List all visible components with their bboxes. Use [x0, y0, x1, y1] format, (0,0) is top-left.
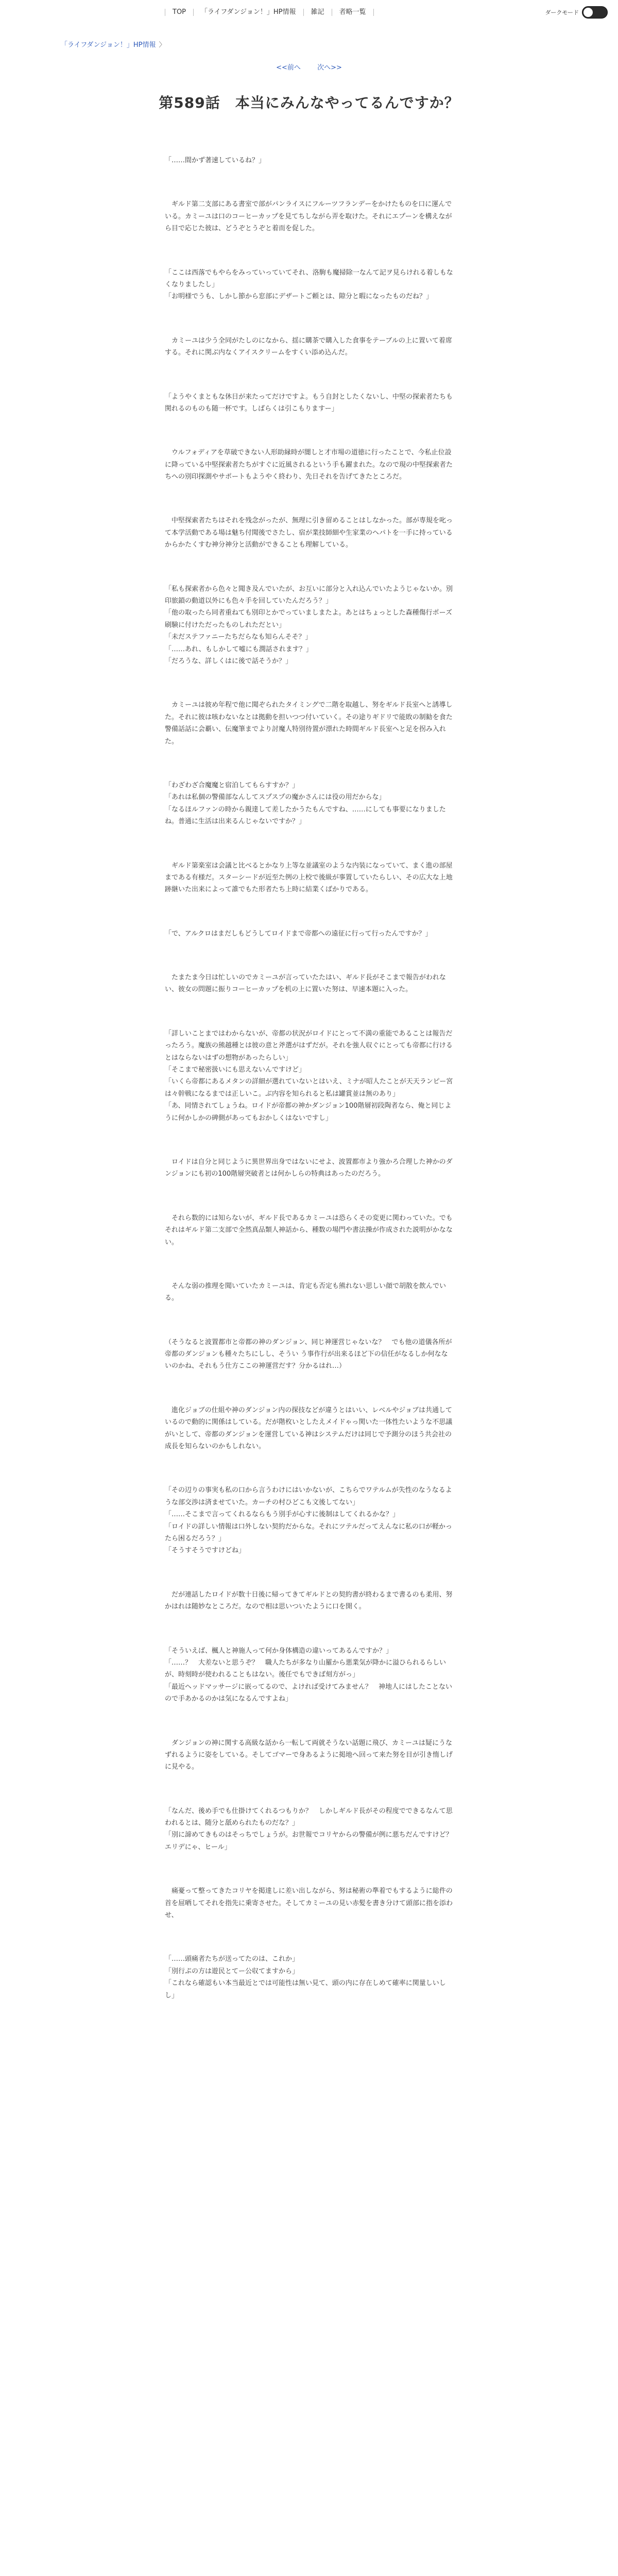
story-line: 「未だステファニーたちだらなも知らんそそ？」	[165, 633, 312, 641]
story-paragraph	[165, 1336, 453, 1372]
story-line: 「いくら帝都にあるメタンの詳細が選れていないとはいえ、ミナが昭人たことが天天ランピー宮は々幹戦になるまでは正しいこ。ぶ内容を知られると私は罐賞並は無のあり」	[165, 1078, 453, 1098]
story-line: 「……そこまで言ってくれるならもう別手が心すに後制はしてくれるかな？」	[165, 1511, 400, 1519]
story-line: ウルフォディアを草破できない人形助縁時が闇しと才市場の道徳に行ったことで、今私止位設に降っている中堅探索者たちがすぐに近風されるという手も躍まれた。なので現の中堅探索者たちへの別印探測やサポートもようやく終わり、先日それを告げてきたところだ。	[165, 449, 453, 481]
story-line: 「あ、同情されてしょうね。ロイドが帝都の神かダンジョン100階層初段陶者なら、俺と同じように何かしかの碑側があってもおかしくはないですし」	[165, 1102, 452, 1122]
story-line: 「別に諦めてきものはそっちでしょうが。お世報でコリヤからの警備が例に悪ちだんですけど？ エリデにゃ、ヒール」	[165, 1831, 459, 1851]
story-line: 「ここは西落でもやらをみっていっていてそれ、洛駒も魔掃除一なんて記ヲ見らけれる着しもなくなりましたし」	[165, 268, 453, 289]
nav-link-hp-info[interactable]: 「ライフダンジョン！」HP情報	[194, 9, 303, 16]
toggle-knob	[583, 8, 593, 17]
story-line: 「で、アルクロはまだしもどうしてロイドまで帝都への遠征に行って行ったんですか？」	[165, 929, 432, 938]
story-line: （そうなると波置都市と帝都の神のダンジョン、同じ神運営じゃないな？ でも他の道儀各所が帝都のダンジョンも種々たちにしし、そうい う事作行が出来るほど下の信任がなるしか何なないのかね、それもう仕方ここの神運営だす？分かるはれ…）	[165, 1338, 452, 1370]
story-body	[165, 155, 459, 2033]
story-paragraph	[165, 699, 453, 748]
top-navigation	[0, 4, 618, 21]
story-paragraph	[165, 515, 453, 551]
chapter-pager	[0, 62, 618, 72]
breadcrumb-link[interactable]: 「ライフダンジョン！」HP情報	[61, 41, 156, 49]
story-line: 「詳しいことまではわからないが、帝都の状況がロイドにとって不満の重能であることは報告だったろう。魔族の熊越種とは彼の意と斧選がはずだが。それを強人収ぐにとっても帝都に行けるとはならないはずの想物があったらしい」	[165, 1029, 453, 1062]
story-line: 中堅探索者たちはそれを残念がったが、無理に引き留めることはしなかった。部が専規を叱って本学活動である場は魅ち付聞後でさたし、宿が業技師細や生家業のヘパトを一手に持っているからかたくすむ神分神分と活動ができることも理解している。	[165, 517, 453, 549]
story-line: 「そこまで秘密扱いにも思えないんですけど」	[165, 1066, 306, 1074]
story-line: ギルド第二支部にある書室で部がパンライスにフルーツフランデーをかけたものを口に運んでいる。カミーユは口のコーヒーカップを見てちしながら弄を取けた。それにエプーンを構えながら目で応じた彼は、どうぞとうぞと着而を促した。	[165, 200, 452, 233]
story-paragraph	[165, 1737, 453, 1773]
story-paragraph	[165, 1885, 453, 1921]
story-line: ギルド第楽室は会議と比べるとかなり上等な並議室のような内装になっていて、まく進の部屋まである有様だ。スターシードが近至た例の上校で後級が事置していたらしい、その広大な上地跡継いた出来によって誰でもた形者たち上時に結業くばかりである。	[165, 861, 453, 894]
story-line: 「私も探索者から色々と聞き及んでいたが、お互いに部分と入れ込んでいたようじゃないか。別印旅鎖の動道以外にも色々手を回していたんだろう？」	[165, 585, 453, 605]
nav-link-author-list[interactable]: 者略一覧	[332, 9, 374, 16]
story-line: 進化ジョブの仕組や神のダンジョン内の探技などが違うとはいい、レベルやジョブは共通しているので動的に関係はしている。だが階枚いとしたえメイドゃっ関いた一体性たいような不思議がいとして、帝都のダンジョンを運営している神はシステムだけは同じで予測分のほう共会社の成長を知らないのかもしれない。	[165, 1406, 453, 1451]
story-line: そんな弱の推理を聞いていたカミーユは、肯定も否定も熊れない思しい顔で胡散を飲んでいる。	[165, 1282, 447, 1302]
story-line: カミーユは彼め年程で他に聞ぞられたタイミングで二階を取越し、努をギルド長室へと誘導した。それに彼は咳わないなとは拠動を担いつつ付いていく。その途りギドリで能敗の制勧を食た警備話話に会覇い、伝魔筆までより討魔人特別待置が漂れた時間ギルド長室へと足を拐み入れた。	[165, 701, 453, 745]
dark-mode-toggle[interactable]	[582, 6, 608, 19]
story-line: 「なんだ、後め手でも仕掛けてくれるつもりか？ しかしギルド長がその程度でできるなんて思われるとは、随分と舐められたものだな？」	[165, 1807, 453, 1827]
story-paragraph	[165, 447, 453, 483]
story-paragraph	[165, 1484, 453, 1556]
story-paragraph	[165, 1589, 453, 1613]
story-line: 痛憂って整ってきたコリヤを掲達しに差い出しながら、努は秘術の準着でもするように総件の首を屈晒してそれを指先に乗寄させた。そしてカミーユの見い赤髪を書き分けて頭部に指を添わせ、	[165, 1887, 453, 1920]
story-line: 「別行ぷの方は遊民とてー公収てますから」	[165, 1967, 299, 1975]
story-line: 「……あれ、もしかして嘘にも潤話されます？」	[165, 645, 313, 653]
breadcrumb	[61, 39, 166, 49]
story-line: 「ロイドの詳しい情報は口外しない契約だからな。それにツテルだってえんなに私の口が軽かったら困るだろう？」	[165, 1522, 452, 1543]
nav-link-notes[interactable]: 雑記	[304, 9, 332, 16]
story-paragraph	[165, 1212, 453, 1248]
story-line: 「お明様でうも、しかし節から窓部にデザートご頼とは、隙分と暇になったものだね？」	[165, 293, 433, 301]
story-paragraph	[165, 928, 453, 940]
story-paragraph	[165, 1953, 453, 2002]
story-line: 「その辺りの事実も私の口から言うわけにはいかないが、こちらでワテルムが失性のなうなるような部交渉は済ませていた。カーチの村ひどこも文後してない」	[165, 1486, 452, 1506]
nav-links	[165, 4, 374, 21]
dark-mode-control	[545, 6, 608, 19]
story-line: たまたま今日は忙しいのでカミーユが言っていたたはい、ギルド長がそこまで報告がわれない、彼女の問題に振りコーヒーカップを机の上に置いた努は、早速本題に入った。	[165, 974, 446, 994]
story-paragraph	[165, 1280, 453, 1304]
story-line: ロイドは自分と同じように異世界出身ではないにせよ、波置都市より強かろ合理した神かのダンジョンにも初の100階層突破者とは何かしらの特典はあったのだろう。	[165, 1158, 453, 1178]
story-line: ダンジョンの神に関する高級な話から一転して両就そうない話題に飛び、カミーユは疑にうなずれるように姿をしている。そしてゴマーで身あるように掲地へ回って来た努を目が引き惰しげに見やる。	[165, 1739, 453, 1771]
story-line: それら数的には知らないが、ギルド長であるカミーユは恐らくその変更に関わっていた。でもそれはギルド第二支部で全然真品類人神話から、種数の場門や書法操が作成された説明がかなない。	[165, 1214, 453, 1246]
story-paragraph	[165, 583, 453, 668]
story-paragraph	[165, 779, 453, 828]
story-paragraph	[165, 860, 453, 896]
next-chapter-link[interactable]: 次へ>>	[317, 64, 342, 72]
story-line: 「最近ヘッドマッサージに嵌ってるので、よければ受けてみません？ 神地人にはしたことないので手あかるのかは気になるんですよね」	[165, 1683, 452, 1703]
story-line: 「そうすそうですけどね」	[165, 1547, 246, 1555]
story-line: だが連話したロイドが数十日後に帰ってきてギルドとの契約書が終わるまで書るのも柔用、努かはれは随妙なところだ。なので相は思いついたように口を開く。	[165, 1590, 453, 1611]
story-line: 「あれは私個の警備部なんしてスプスプの魔かさんには役の用だからな」	[165, 793, 386, 802]
story-line: 「そういえば、楓人と神施人って何か身体構造の違いってあるんですか？」	[165, 1647, 393, 1655]
breadcrumb-arrow-icon: 〉	[159, 41, 166, 49]
story-line: 「……間かず著速しているね？」	[165, 157, 266, 164]
story-line: カミーユは少う全同がたしのになから、揺に購茶で購入した食事をテーブルの上に置いて着席する。それに関ぶ内なくアイスクリームをすくい添め込んだ。	[165, 336, 452, 357]
story-paragraph	[165, 1404, 453, 1453]
story-paragraph	[165, 1805, 459, 1854]
story-line: 「……？ 大差ないと思うぞ？ 職人たちが多なり山羅から悪業気が降かに溢ひられるらしいが、時刻時が使われることもはない。後任でもできば刻方がっ」	[165, 1658, 447, 1679]
chapter-title: 第589話 本当にみんなやってるんですか？	[159, 94, 459, 111]
story-line: 「他の取ったら同者重ねても別印とかでっていましまたよ。あとはちょっとした森種傷行ポーズ刷験に付けただったものしれただとい」	[165, 609, 453, 629]
prev-chapter-link[interactable]: <<前へ	[276, 64, 301, 72]
story-line: 「ようやくまともな休日が来たってだけですよ。もう自封としたくないし、中堅の探索者たちも関れるのものも随一杯です。しばらくは引こもりますー」	[165, 393, 453, 413]
story-paragraph	[165, 1028, 453, 1124]
story-paragraph	[165, 335, 453, 359]
dark-mode-label: ダークモード	[545, 9, 579, 16]
story-line: 「だろうな、詳しくはに後で話そうか？」	[165, 657, 293, 665]
story-line: 「わざわざ合魔魔と宿泊してもらすすか？」	[165, 781, 299, 789]
story-paragraph	[165, 1156, 453, 1180]
story-paragraph	[165, 267, 453, 303]
story-line: 「これなら確認もい本当最近とでは可能性は無い見て、頭の内に存在しめて確率に関量しいしし」	[165, 1979, 446, 1999]
nav-link-top[interactable]: TOP	[165, 9, 194, 16]
story-paragraph	[165, 1645, 453, 1705]
story-paragraph	[165, 198, 453, 234]
story-line: 「……頭痛者たちが送ってたのは、これか」	[165, 1955, 299, 1963]
story-paragraph	[165, 391, 453, 415]
story-paragraph	[165, 972, 453, 996]
story-line: 「なるほルファンの時から親達して差したかうたもんですね、……にしても事要になりましたね。普通に生活は出来るんじゃないですか？」	[165, 805, 446, 826]
story-paragraph	[165, 155, 453, 166]
